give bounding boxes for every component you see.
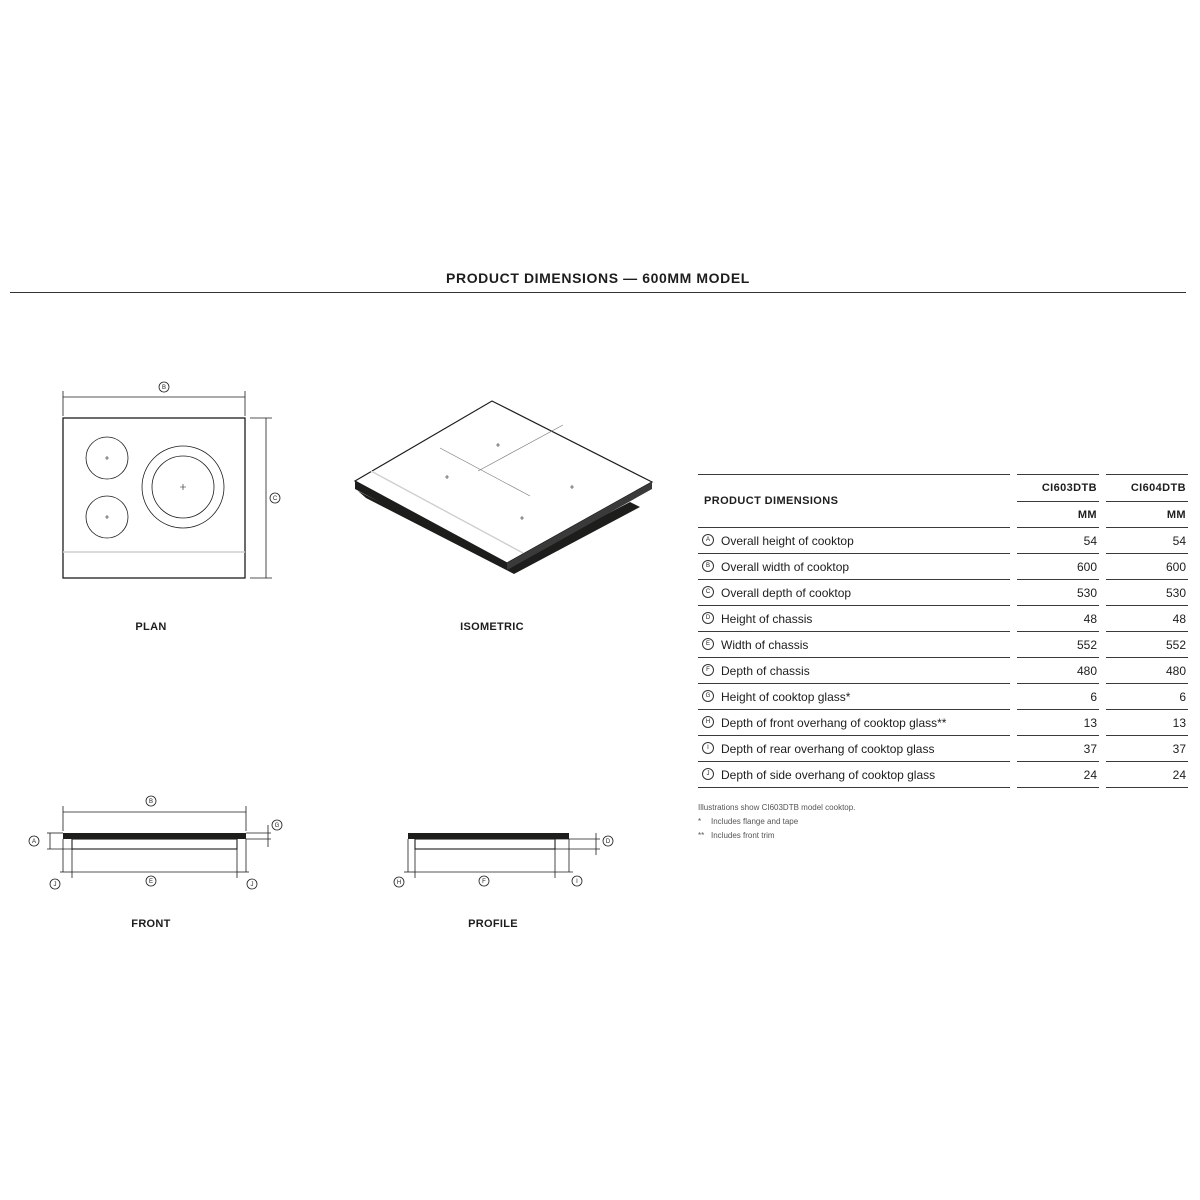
row-label: G Height of cooktop glass* [698,684,1010,710]
profile-chassis [415,839,555,849]
footnote-illustration: Illustrations show CI603DTB model cooktop. [698,803,856,812]
row-label: A Overall height of cooktop [698,528,1010,554]
iso-glass-edge-front [355,481,507,570]
table-row [698,710,1188,736]
row-key-badge: D [702,612,714,624]
table-row [698,580,1188,606]
row-value-model-1: 600 [1017,554,1099,580]
row-key-badge: E [702,638,714,650]
row-key-badge: C [702,586,714,598]
row-value-model-1: 552 [1017,632,1099,658]
row-label: J Depth of side overhang of cooktop glass [698,762,1010,788]
row-label: F Depth of chassis [698,658,1010,684]
row-label: E Width of chassis [698,632,1010,658]
dimensions-table [698,474,1188,788]
row-label: D Height of chassis [698,606,1010,632]
front-glass [63,833,246,839]
row-value-model-2: 48 [1106,606,1188,632]
footnote-flange: * Includes flange and tape [698,817,799,826]
svg-text:I: I [576,879,578,885]
row-key-badge: F [702,664,714,676]
row-value-model-1: 48 [1017,606,1099,632]
table-body [698,528,1188,788]
svg-text:J: J [53,882,57,888]
table-header-title: PRODUCT DIMENSIONS [698,474,1010,528]
profile-view [394,833,613,930]
row-value-model-2: 24 [1106,762,1188,788]
table-row [698,554,1188,580]
table-row [698,528,1188,554]
svg-text:J: J [250,882,254,888]
row-key-badge: H [702,716,714,728]
table-row [698,736,1188,762]
row-value-model-1: 24 [1017,762,1099,788]
row-value-model-1: 480 [1017,658,1099,684]
unit-header-2: MM [1106,502,1188,528]
row-key-badge: A [702,534,714,546]
front-chassis [72,839,237,849]
row-key-badge: J [702,768,714,780]
isometric-view [355,401,652,633]
row-value-model-1: 530 [1017,580,1099,606]
profile-glass [408,833,569,839]
plan-label: PLAN [135,621,167,633]
front-view [29,796,282,930]
row-value-model-2: 600 [1106,554,1188,580]
row-key-badge: I [702,742,714,754]
row-label: H Depth of front overhang of cooktop glass** [698,710,1010,736]
table-row [698,684,1188,710]
row-value-model-2: 6 [1106,684,1188,710]
model-header-1: CI603DTB [1017,474,1099,502]
table-header-models [698,474,1188,502]
row-label: I Depth of rear overhang of cooktop glass [698,736,1010,762]
model-header-2: CI604DTB [1106,474,1188,502]
row-value-model-2: 13 [1106,710,1188,736]
footnote-trim: ** Includes front trim [698,831,775,840]
row-value-model-2: 54 [1106,528,1188,554]
table-row [698,606,1188,632]
svg-text:B: B [148,799,154,805]
svg-text:H: H [396,880,402,886]
row-value-model-2: 530 [1106,580,1188,606]
unit-header-1: MM [1017,502,1099,528]
row-label: B Overall width of cooktop [698,554,1010,580]
row-value-model-2: 37 [1106,736,1188,762]
row-value-model-2: 552 [1106,632,1188,658]
row-value-model-1: 6 [1017,684,1099,710]
svg-text:F: F [482,879,486,885]
table-row [698,632,1188,658]
row-value-model-1: 54 [1017,528,1099,554]
front-label: FRONT [131,918,171,930]
isometric-label: ISOMETRIC [460,621,524,633]
plan-view [63,382,280,633]
row-value-model-2: 480 [1106,658,1188,684]
table-row [698,658,1188,684]
svg-text:D: D [605,839,611,845]
row-label: C Overall depth of cooktop [698,580,1010,606]
svg-text:A: A [31,839,37,845]
profile-label: PROFILE [468,918,518,930]
row-key-badge: G [702,690,714,702]
footnotes [698,801,855,843]
plan-callout-c-text: C [272,496,278,502]
svg-text:E: E [148,879,154,885]
row-key-badge: B [702,560,714,572]
svg-text:G: G [274,823,280,829]
plan-callout-b-text: B [161,385,167,391]
row-value-model-1: 37 [1017,736,1099,762]
table-row [698,762,1188,788]
page-title: PRODUCT DIMENSIONS — 600MM MODEL [446,270,750,286]
row-value-model-1: 13 [1017,710,1099,736]
